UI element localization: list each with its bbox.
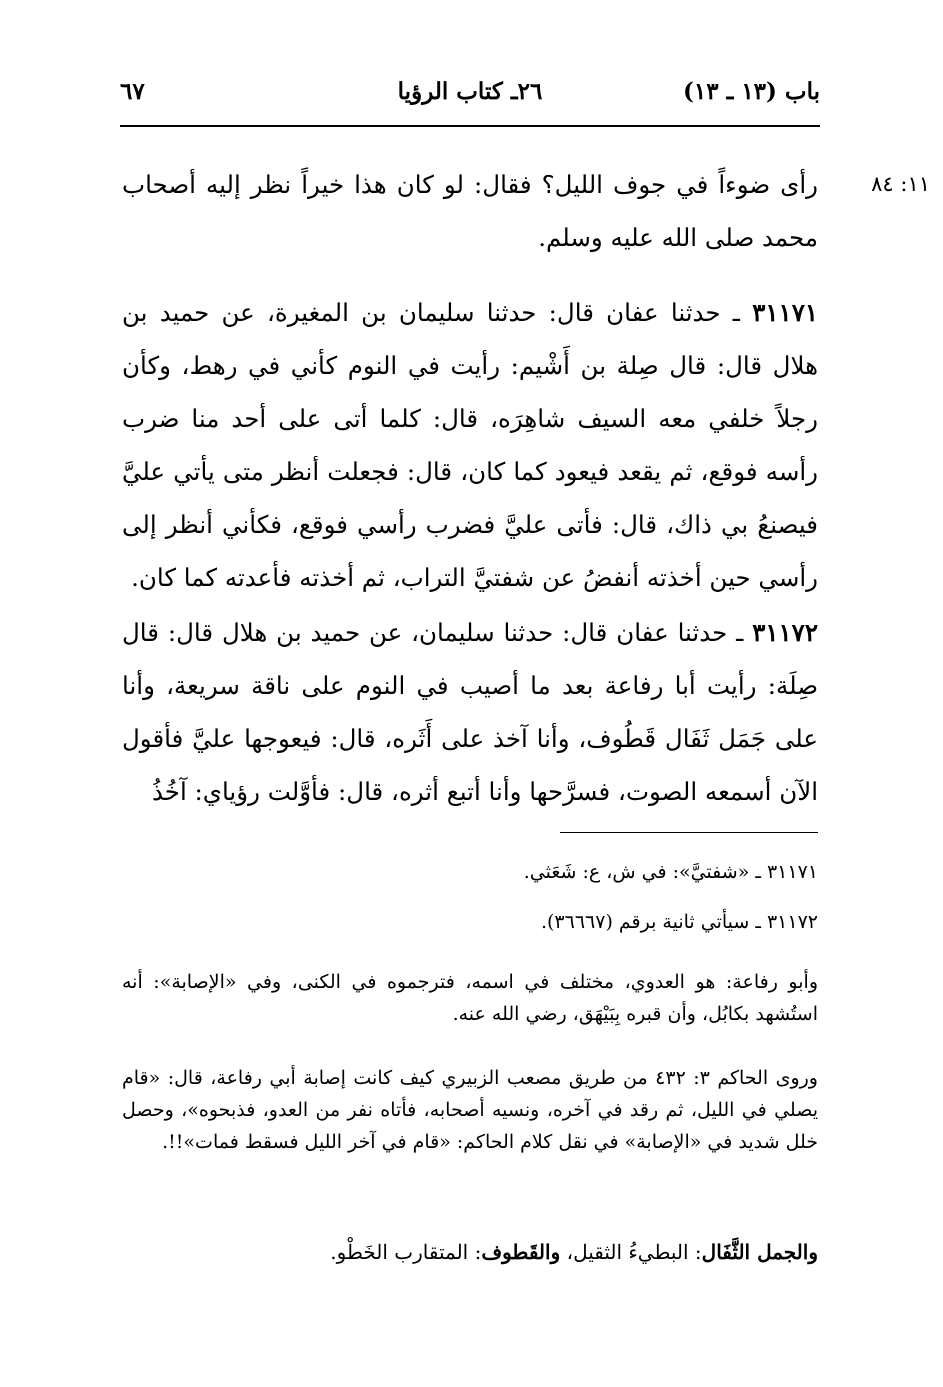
hadith-31172 (122, 606, 818, 818)
footnote: وروى الحاكم ٣: ٤٣٢ من طريق مصعب الزبيري كيف كانت إصابة أبي رفاعة، قال: «قام يصلي في الليل، ثم رقد في آخره، ونسيه أصحابه، فأتاه نفر من العدو، فذبحوه»، وحصل خلل شديد في «الإصابة» في نقل كلام الحاكم: «قام في آخر الليل فسقط فمات»!!. (122, 1067, 818, 1153)
footnote: ٣١١٧١ ـ «شفتيَّ»: في ش، ع: شَعَثي. (523, 861, 818, 883)
footnote-separator (560, 832, 818, 833)
hadith-31171 (122, 286, 818, 604)
hadith-text: ـ حدثنا عفان قال: حدثنا سليمان، عن حميد بن هلال قال: قال صِلَة: رأيت أبا رفاعة بعد ما أصيب في النوم على ناقة سريعة، وأنا على جَمَل ثَفَال قَطُوف، وأنا آخذ على أَثَره، قال: فيعوجها عليَّ فأقول الآن أسمعه الصوت، فسرَّحها وأنا أتبع أثره، قال: فأوَّلت رؤياي: آخُذُ (122, 618, 818, 806)
hadith-number: ٣١١٧١ (752, 298, 819, 327)
running-header (120, 78, 820, 128)
page-number: ٦٧ (120, 78, 145, 105)
header-rule (120, 125, 820, 127)
hadith-text: ـ حدثنا عفان قال: حدثنا سليمان بن المغيرة، عن حميد بن هلال قال: قال صِلة بن أَشْيم: رأيت في النوم كأني في رهط، وكأن رجلاً خلفي معه السيف شاهِرَه، قال: كلما أتى على أحد منا ضرب رأسه فوقع، ثم يقعد فيعود كما كان، قال: فجعلت أنظر متى يأتي عليَّ فيصنعُ بي ذاك، قال: فأتى عليَّ فضرب رأسي فوقع، فكأني أنظر إلى رأسي حين أخذته أنفضُ عن شفتيَّ التراب، ثم أخذته فأعدته كما كان. (122, 298, 818, 592)
chapter-label: باب (١٣ ـ ١٣) (682, 78, 820, 105)
glossary-note (122, 1236, 818, 1268)
book-title: ٢٦ـ كتاب الرؤيا (397, 78, 543, 105)
footnote: وأبو رفاعة: هو العدوي، مختلف في اسمه، فترجموه في الكنى، وفي «الإصابة»: أنه استُشهد بكابُل، وأن قبره بِبَيْهَق، رضي الله عنه. (122, 971, 818, 1025)
footnote: ٣١١٧٢ ـ سيأتي ثانية برقم (٣٦٦٦٧). (540, 911, 818, 933)
hadith-number: ٣١١٧٢ (752, 618, 818, 647)
glossary-term: والقَطوف (481, 1240, 561, 1264)
glossary-definition: : المتقارب الخَطْو. (330, 1240, 482, 1264)
margin-reference: ١١: ٨٤ (871, 172, 930, 196)
glossary-definition: : البطيءُ الثقيل، (560, 1240, 702, 1264)
paragraph-continuation: رأى ضوءاً في جوف الليل؟ فقال: لو كان هذا خيراً نظر إليه أصحاب محمد صلى الله عليه وسلم. (122, 170, 818, 252)
glossary-term: والجمل الثَّفَال (701, 1240, 818, 1264)
